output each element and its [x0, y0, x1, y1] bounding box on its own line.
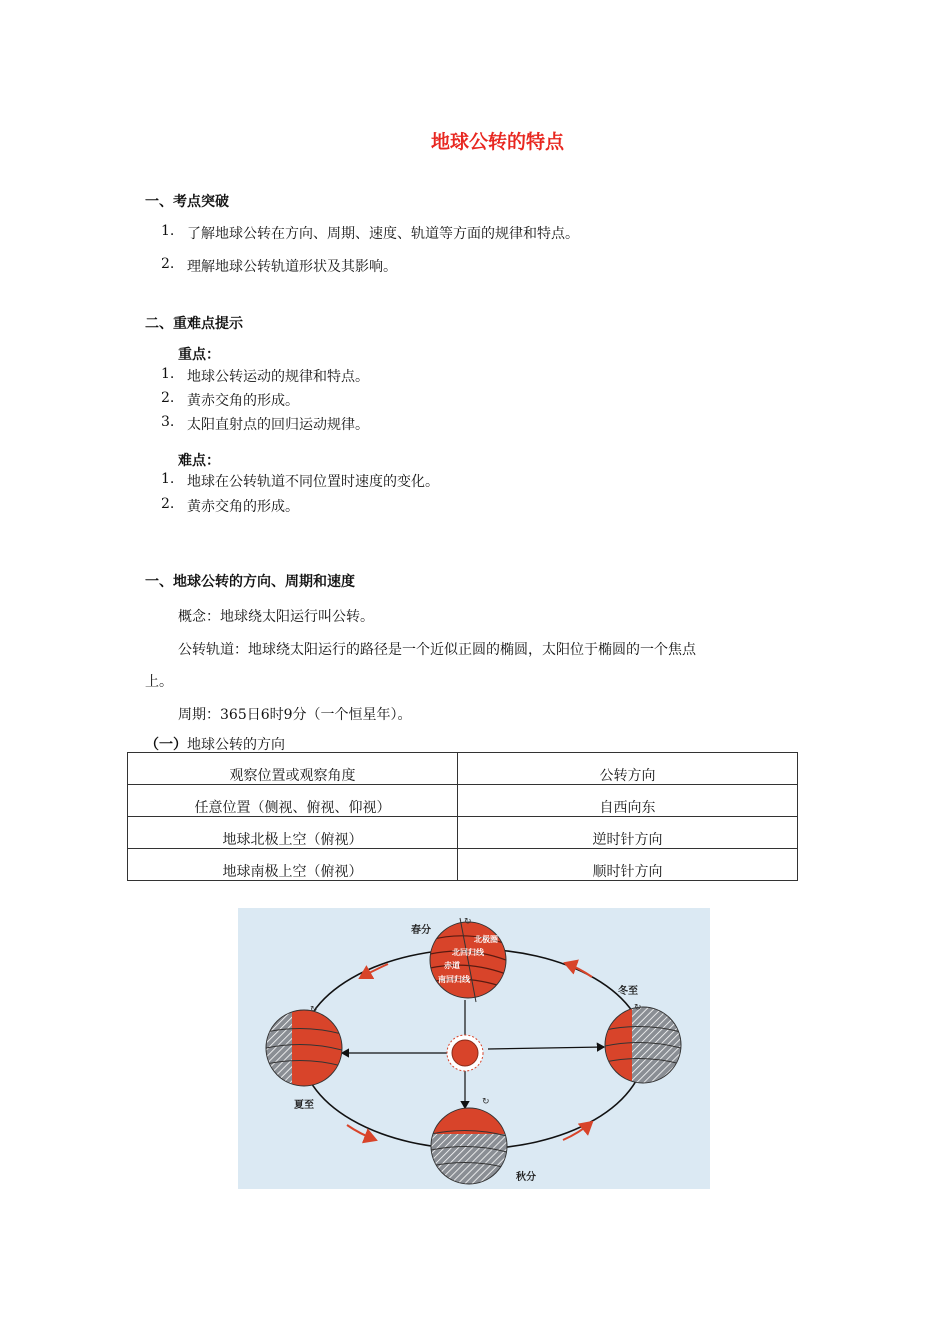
orbit-diagram — [238, 908, 710, 1189]
sun-icon — [447, 1035, 483, 1071]
table-header: 公转方向 — [458, 753, 798, 785]
list-item-num: 1. — [161, 471, 175, 487]
svg-text:↻: ↻ — [634, 1003, 642, 1013]
table-header: 观察位置或观察角度 — [128, 753, 458, 785]
table-cell: 地球南极上空（俯视） — [128, 849, 458, 881]
label-summer-solstice: 夏至 — [294, 1100, 314, 1111]
label-tropic-capricorn: 南回归线 — [438, 975, 470, 984]
orbit-text-cont: 上。 — [145, 674, 173, 690]
table-row — [128, 785, 798, 817]
table-header-row — [128, 753, 798, 785]
list-item: 理解地球公转轨道形状及其影响。 — [187, 259, 397, 275]
list-item: 了解地球公转在方向、周期、速度、轨道等方面的规律和特点。 — [187, 226, 579, 242]
table-cell: 任意位置（侧视、俯视、仰视） — [128, 785, 458, 817]
subsection-title: 地球公转的方向 — [187, 737, 285, 753]
subsection-number: （一） — [145, 737, 187, 753]
list-item: 地球公转运动的规律和特点。 — [187, 369, 369, 385]
label-winter-solstice: 冬至 — [618, 986, 638, 997]
list-item: 太阳直射点的回归运动规律。 — [187, 417, 369, 433]
list-item: 黄赤交角的形成。 — [187, 499, 299, 515]
section-heading-kaodian: 一、考点突破 — [145, 194, 229, 210]
list-item-num: 1. — [161, 366, 175, 382]
label-spring-equinox: 春分 — [411, 925, 431, 936]
svg-text:↻: ↻ — [482, 1097, 490, 1107]
table-cell: 顺时针方向 — [458, 849, 798, 881]
direction-table — [127, 752, 798, 881]
orbit-diagram-svg — [238, 908, 710, 1189]
list-item-num: 2. — [161, 256, 175, 272]
subsection-heading — [145, 734, 285, 754]
orbit-text: 公转轨道：地球绕太阳运行的路径是一个近似正圆的椭圆，太阳位于椭圆的一个焦点 — [178, 642, 696, 658]
list-item: 黄赤交角的形成。 — [187, 393, 299, 409]
nandian-label: 难点： — [178, 453, 220, 469]
svg-text:↻: ↻ — [310, 1005, 318, 1015]
list-item-num: 3. — [161, 414, 175, 430]
zhongdian-label: 重点： — [178, 347, 220, 363]
table-cell: 地球北极上空（俯视） — [128, 817, 458, 849]
period-text: 周期：365日6时9分（一个恒星年）。 — [178, 707, 412, 723]
table-row — [128, 849, 798, 881]
list-item-num: 1. — [161, 223, 175, 239]
section-heading-zhongnan: 二、重难点提示 — [145, 316, 243, 332]
label-autumn-equinox: 秋分 — [516, 1172, 536, 1183]
table-cell: 自西向东 — [458, 785, 798, 817]
label-arctic-circle: 北极圈 — [474, 935, 498, 944]
list-item-num: 2. — [161, 390, 175, 406]
list-item: 地球在公转轨道不同位置时速度的变化。 — [187, 474, 439, 490]
page-title: 地球公转的特点 — [430, 131, 564, 153]
label-tropic-cancer: 北回归线 — [452, 948, 484, 957]
label-equator: 赤道 — [444, 961, 460, 970]
table-cell: 逆时针方向 — [458, 817, 798, 849]
concept-text: 概念：地球绕太阳运行叫公转。 — [178, 609, 374, 625]
table-row — [128, 817, 798, 849]
svg-text:↻: ↻ — [464, 917, 472, 927]
section-heading-gongzhuan: 一、地球公转的方向、周期和速度 — [145, 574, 355, 590]
list-item-num: 2. — [161, 496, 175, 512]
